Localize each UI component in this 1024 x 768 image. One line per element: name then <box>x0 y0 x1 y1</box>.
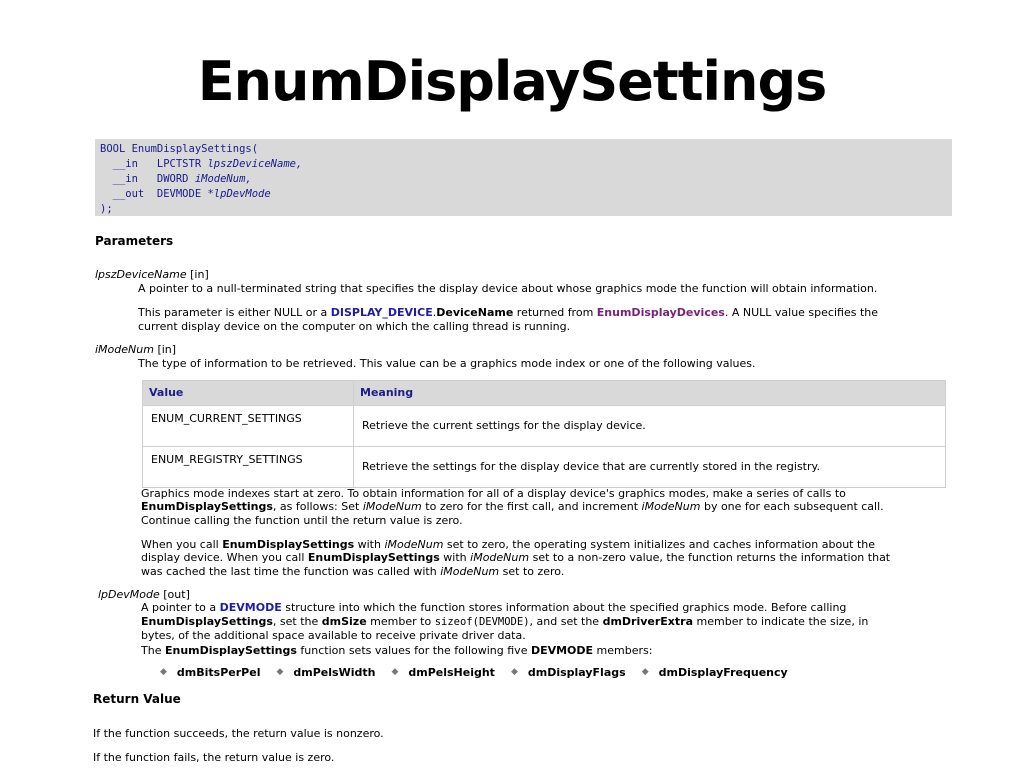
graphics-mode-para-line-3: Continue calling the function until the return value is zero. <box>141 514 463 527</box>
param-lpszdevicename-desc2: This parameter is either NULL or a DISPLAY_DEVICE.DeviceName returned from EnumDisplayDevices. A NULL value specifies the <box>138 306 878 319</box>
bullet-icon: ◆ <box>276 667 284 677</box>
table-cell-value: ENUM_CURRENT_SETTINGS <box>143 406 354 447</box>
table-row <box>143 447 946 488</box>
devmode-members-list <box>160 666 804 680</box>
param-lpdevmode: lpDevMode [out] <box>98 588 190 601</box>
cache-para-line-1: When you call EnumDisplaySettings with iModeNum set to zero, the operating system initializes and caches information about the <box>141 538 876 551</box>
bullet-icon: ◆ <box>391 667 399 677</box>
code-line-2: __in LPCTSTR lpszDeviceName, <box>100 158 303 170</box>
table-header-meaning: Meaning <box>354 381 946 406</box>
cache-para-line-2: display device. When you call EnumDisplaySettings with iModeNum set to a non-zero value, the function returns the information that <box>141 551 891 564</box>
table-cell-meaning: Retrieve the settings for the display device that are currently stored in the registry. <box>354 447 946 488</box>
param-lpdevmode-line-3: bytes, of the additional space available to receive private driver data. <box>141 629 526 642</box>
param-lpdevmode-line-1: A pointer to a DEVMODE structure into which the function stores information about the specified graphics mode. Before calling <box>141 601 847 614</box>
bullet-icon: ◆ <box>160 667 167 677</box>
list-item: ◆ dmPelsHeight <box>391 666 495 679</box>
parameters-heading: Parameters <box>95 234 174 248</box>
cache-para-line-3: was cached the last time the function was called with iModeNum set to zero. <box>141 565 565 578</box>
code-line-3: __in DWORD iModeNum, <box>100 173 252 185</box>
param-lpszdevicename-desc: A pointer to a null-terminated string that specifies the display device about whose graphics mode the function will obtain information. <box>138 282 878 295</box>
bullet-icon: ◆ <box>510 667 518 677</box>
code-line-4: __out DEVMODE *lpDevMode <box>100 188 271 200</box>
table-header-row <box>143 381 946 406</box>
param-lpszdevicename-desc3: current display device on the computer on which the calling thread is running. <box>138 320 571 333</box>
enumdisplaydevices-link[interactable]: EnumDisplayDevices <box>596 306 725 319</box>
graphics-mode-para-line-2: EnumDisplaySettings, as follows: Set iModeNum to zero for the first call, and increment iModeNum by one for each subsequent call. <box>141 500 884 513</box>
table-row <box>143 406 946 447</box>
table-cell-value: ENUM_REGISTRY_SETTINGS <box>143 447 354 488</box>
devmode-link[interactable]: DEVMODE <box>219 601 282 614</box>
table-cell-meaning: Retrieve the current settings for the display device. <box>354 406 946 447</box>
list-item: ◆ dmBitsPerPel <box>160 666 261 679</box>
values-table <box>142 380 946 488</box>
param-imodenum-desc: The type of information to be retrieved. This value can be a graphics mode index or one of the following values. <box>138 357 756 370</box>
code-line-1: BOOL EnumDisplaySettings( <box>100 143 259 155</box>
param-imodenum: iModeNum [in] <box>95 343 177 356</box>
display-device-link[interactable]: DISPLAY_DEVICE <box>330 306 433 319</box>
list-item: ◆ dmPelsWidth <box>276 666 376 679</box>
return-fail-text: If the function fails, the return value is zero. <box>93 751 335 764</box>
param-lpdevmode-line-4: The EnumDisplaySettings function sets values for the following five DEVMODE members: <box>141 644 653 657</box>
param-lpszdevicename: lpszDeviceName [in] <box>95 268 209 281</box>
param-lpdevmode-line-2: EnumDisplaySettings, set the dmSize member to sizeof(DEVMODE), and set the dmDriverExtra member to indicate the size, in <box>141 615 869 628</box>
table-header-value: Value <box>143 381 354 406</box>
slide-title: EnumDisplaySettings <box>197 50 827 113</box>
return-value-heading: Return Value <box>93 692 181 706</box>
list-item: ◆ dmDisplayFrequency <box>641 666 788 679</box>
list-item: ◆ dmDisplayFlags <box>510 666 626 679</box>
return-success-text: If the function succeeds, the return value is nonzero. <box>93 727 384 740</box>
code-line-5: ); <box>100 203 113 215</box>
graphics-mode-para-line-1: Graphics mode indexes start at zero. To obtain information for all of a display device's graphics modes, make a series of calls to <box>141 487 846 500</box>
bullet-icon: ◆ <box>641 667 649 677</box>
